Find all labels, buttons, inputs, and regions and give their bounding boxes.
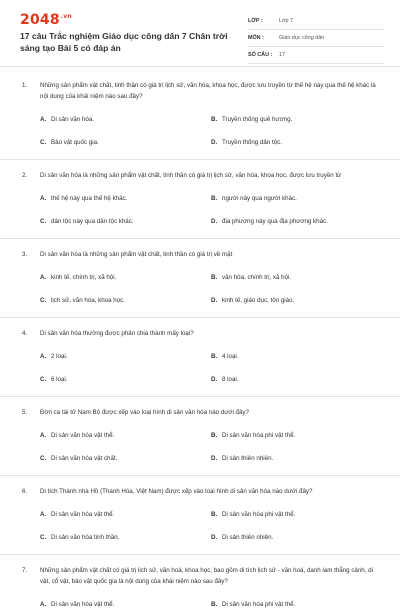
option-grid: [40, 599, 378, 610]
option-letter: D.: [211, 218, 218, 225]
option-grid: [40, 430, 378, 464]
option-b[interactable]: [211, 193, 371, 204]
option-letter: D.: [211, 139, 218, 146]
logo-tld: .vn: [60, 13, 72, 21]
option-d[interactable]: [211, 532, 371, 543]
option-letter: A.: [40, 511, 47, 518]
option-text: Di sản văn hóa vật thể.: [51, 601, 115, 608]
question-divider: [0, 159, 400, 160]
meta-value-grade: Lớp 7: [279, 18, 294, 24]
option-letter: D.: [211, 376, 218, 383]
option-text: 8 loại.: [222, 376, 239, 383]
question-divider: [0, 554, 400, 555]
option-grid: [40, 509, 378, 543]
option-text: 6 loại.: [51, 376, 68, 383]
option-a[interactable]: [40, 272, 211, 283]
question-text: Đờn ca tài tử Nam Bộ được xếp vào loại hình di sản văn hóa nào dưới đây?: [40, 409, 249, 416]
header-divider: [0, 66, 400, 67]
question-text: Di sản văn hóa là những sản phẩm vật chất, tinh thần có giá trị về mặt: [40, 251, 233, 258]
question-1: [0, 80, 400, 148]
question-divider: [0, 238, 400, 239]
option-letter: B.: [211, 353, 218, 360]
question-divider: [0, 396, 400, 397]
question-divider: [0, 317, 400, 318]
question-number: 1.: [22, 82, 28, 89]
worksheet-header: [0, 0, 400, 64]
option-b[interactable]: [211, 351, 371, 362]
option-text: Di sản văn hóa phi vật thể.: [222, 601, 296, 608]
option-text: Di sản văn hóa vật chất.: [51, 455, 118, 462]
question-number: 4.: [22, 330, 28, 337]
option-a[interactable]: [40, 193, 211, 204]
question-number: 2.: [22, 172, 28, 179]
option-letter: B.: [211, 195, 218, 202]
question-3: [0, 249, 400, 306]
option-a[interactable]: [40, 430, 211, 441]
site-logo[interactable]: [20, 12, 72, 28]
question-number: 7.: [22, 567, 28, 574]
option-letter: D.: [211, 297, 218, 304]
meta-row-count: [248, 47, 384, 64]
option-text: kinh tế, giáo dục, tôn giáo.: [222, 297, 295, 304]
option-text: Di sản văn hóa.: [51, 116, 94, 123]
option-text: 4 loại.: [222, 353, 239, 360]
question-number: 5.: [22, 409, 28, 416]
option-text: Truyền thống dân tộc.: [222, 139, 282, 146]
option-text: dân tộc này qua dân tộc khác.: [51, 218, 134, 225]
question-number: 3.: [22, 251, 28, 258]
option-text: Di sản thiên nhiên.: [222, 455, 274, 462]
meta-label-count: SỐ CÂU :: [248, 52, 273, 58]
question-text: Di sản văn hóa thường được phân chia thành mấy loại?: [40, 330, 194, 337]
option-c[interactable]: [40, 295, 211, 306]
question-5: [0, 407, 400, 464]
option-letter: A.: [40, 195, 47, 202]
option-letter: B.: [211, 432, 218, 439]
option-c[interactable]: [40, 137, 211, 148]
question-4: [0, 328, 400, 385]
option-text: người này qua người khác.: [222, 195, 297, 202]
question-list: [0, 80, 400, 610]
meta-label-subject: MÔN :: [248, 35, 264, 41]
option-letter: D.: [211, 534, 218, 541]
option-letter: D.: [211, 455, 218, 462]
option-grid: [40, 193, 378, 227]
meta-value-count: 17: [279, 52, 285, 58]
question-divider: [0, 475, 400, 476]
option-letter: C.: [40, 218, 47, 225]
option-letter: C.: [40, 297, 47, 304]
question-text: Di tích Thành nhà Hồ (Thanh Hóa, Việt Nam) được xếp vào loại hình di sản văn hóa nào dưới đây?: [40, 488, 313, 495]
option-text: 2 loại.: [51, 353, 68, 360]
meta-row-subject: [248, 30, 384, 47]
option-letter: B.: [211, 116, 218, 123]
option-a[interactable]: [40, 599, 211, 610]
option-c[interactable]: [40, 532, 211, 543]
option-letter: B.: [211, 601, 218, 608]
option-text: Truyền thống quê hương.: [222, 116, 293, 123]
option-letter: C.: [40, 139, 47, 146]
option-text: kinh tế, chính trị, xã hội.: [51, 274, 117, 281]
option-c[interactable]: [40, 453, 211, 464]
option-letter: A.: [40, 116, 47, 123]
option-letter: A.: [40, 274, 47, 281]
option-text: thế hệ này qua thế hệ khác.: [51, 195, 128, 202]
meta-row-grade: [248, 13, 384, 30]
option-grid: [40, 114, 378, 148]
option-grid: [40, 351, 378, 385]
option-b[interactable]: [211, 599, 371, 610]
option-text: Bảo vật quốc gia.: [51, 139, 99, 146]
option-d[interactable]: [211, 374, 371, 385]
option-c[interactable]: [40, 216, 211, 227]
option-text: địa phương này qua địa phương khác.: [222, 218, 328, 225]
option-a[interactable]: [40, 351, 211, 362]
option-letter: C.: [40, 455, 47, 462]
option-letter: A.: [40, 353, 47, 360]
option-b[interactable]: [211, 272, 371, 283]
option-d[interactable]: [211, 216, 371, 227]
option-letter: A.: [40, 432, 47, 439]
option-grid: [40, 272, 378, 306]
option-c[interactable]: [40, 374, 211, 385]
option-text: Di sản văn hóa vật thể.: [51, 511, 115, 518]
option-b[interactable]: [211, 114, 371, 125]
question-2: [0, 170, 400, 227]
question-number: 6.: [22, 488, 28, 495]
logo-main: 2048: [20, 12, 60, 28]
option-a[interactable]: [40, 114, 211, 125]
option-letter: C.: [40, 534, 47, 541]
option-b[interactable]: [211, 509, 371, 520]
option-b[interactable]: [211, 430, 371, 441]
option-d[interactable]: [211, 137, 371, 148]
option-d[interactable]: [211, 295, 371, 306]
meta-value-subject: Giáo dục công dân: [279, 35, 325, 41]
option-text: Di sản văn hóa phi vật thể.: [222, 432, 296, 439]
question-text: Di sản văn hóa là những sản phẩm vật chất, tinh thần có giá trị lịch sử, văn hóa, khoa học, được lưu truyền từ: [40, 172, 342, 179]
question-text: Những sản phẩm vật chất có giá trị lịch sử, văn hoá, khoa học, bao gồm di tích lịch sử - văn hoá, danh lam thắng cảnh, di vật, cổ vật, bảo vật quốc gia là nội dung của khái niệm nào sau đây?: [40, 567, 373, 585]
question-6: [0, 486, 400, 543]
document-meta: [248, 13, 384, 64]
option-text: Di sản văn hóa vật thể.: [51, 432, 115, 439]
question-text: Những sản phẩm vật chất, tinh thần có giá trị lịch sử, văn hóa, khoa học, được lưu truyền từ thế hệ này qua thế hệ khác là nội dung của khái niệm nào sau đây?: [40, 82, 376, 100]
option-letter: B.: [211, 511, 218, 518]
option-text: Di sản thiên nhiên.: [222, 534, 274, 541]
option-text: lịch sử, văn hóa, khoa học.: [51, 297, 125, 304]
document-title: 17 câu Trắc nghiệm Giáo dục công dân 7 Chân trời sáng tạo Bài 5 có đáp án: [20, 31, 228, 53]
option-letter: C.: [40, 376, 47, 383]
option-letter: A.: [40, 601, 47, 608]
option-letter: B.: [211, 274, 218, 281]
option-a[interactable]: [40, 509, 211, 520]
question-7: [0, 565, 400, 610]
meta-label-grade: LỚP :: [248, 18, 263, 24]
option-text: văn hóa, chính trị, xã hội.: [222, 274, 292, 281]
option-text: Di sản văn hóa tinh thần.: [51, 534, 120, 541]
option-d[interactable]: [211, 453, 371, 464]
option-text: Di sản văn hóa phi vật thể.: [222, 511, 296, 518]
